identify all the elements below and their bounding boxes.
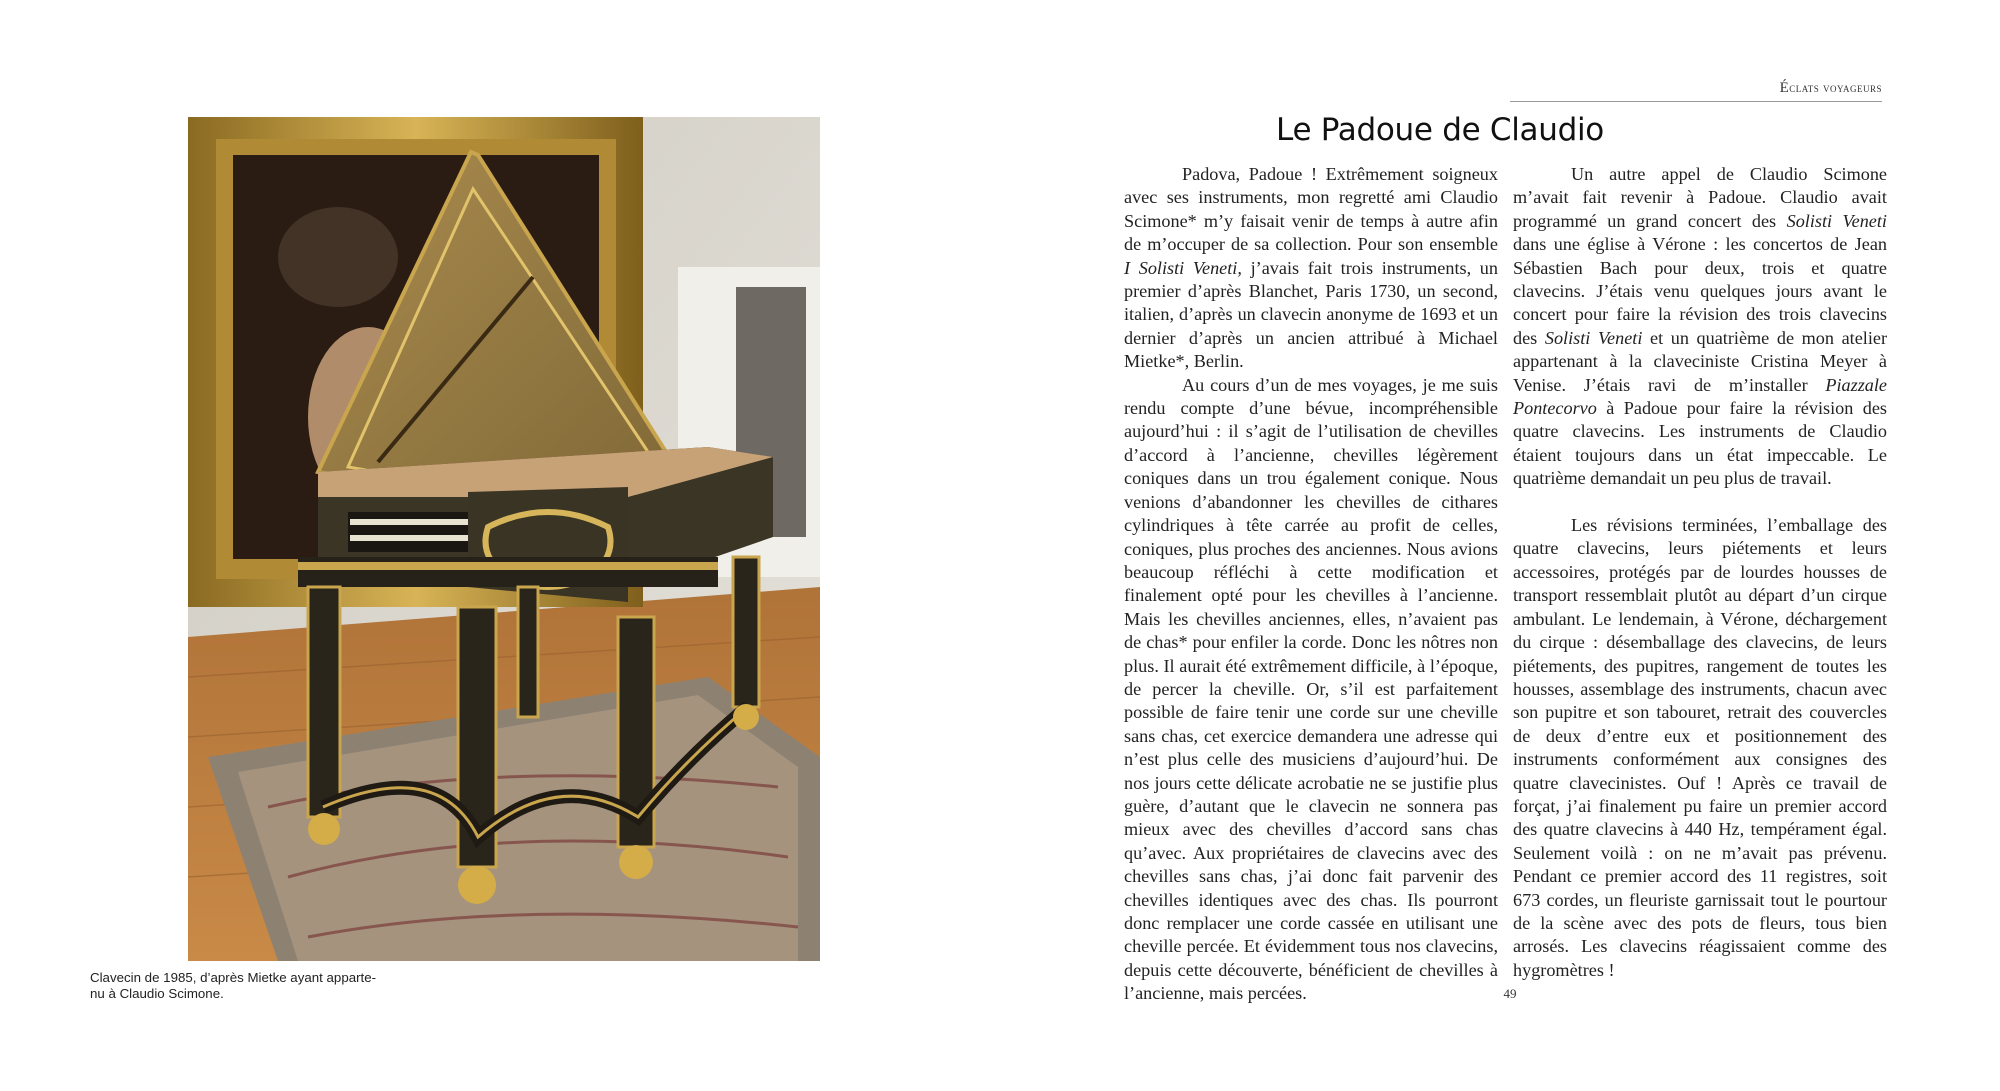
running-head [1510,80,1882,97]
text-span: et un quatrième de mon atelier appartenant à la claveciniste Cristina Meyer à Venise. J’étais ravi de m’installer [1513,327,1887,395]
running-head-rest: clats voyageurs [1789,80,1882,95]
text-span: dans une église à Vérone : les concertos de Jean Sébastien Bach pour deux, trois et quatre clavecins. J’étais venu quelques jours avant le concert pour faire la révision des trois clavecins des [1513,234,1887,348]
text-emphasis: I Solisti Veneti, [1124,257,1242,278]
text-span: à Padoue pour faire la révision des quatre clavecins. Les instruments de Claudio étaient toujours dans un état impeccable. Le quatrième demandait un peu plus de travail. [1513,398,1887,489]
text-span: Un autre appel de Claudio Scimone m’avait fait revenir à Padoue. Claudio avait programmé un grand concert des [1513,164,1887,231]
paragraph [1513,163,1887,491]
paragraph: Les révisions terminées, l’emballage des quatre clavecins, leurs piétements et leurs accessoires, protégés par de lourdes housses de transport ressemblait plutôt au départ d’un cirque ambulant. Le lendemain, à Vérone, déchargement du cirque : désemballage des clavecins, de leurs piétements, des pupitres, rangement de toutes les housses, assemblage des instruments, chacun avec son pupitre et son tabouret, retrait des couvercles de deux d’entre eux et positionnement des instruments conformément aux consignes des quatre clavecinistes. Ouf ! Après ce travail de forçat, j’ai finalement pu faire un premier accord des quatre clavecins à 440 Hz, tempérament égal. Seulement voilà : on ne m’avait pas prévenu. Pendant ce premier accord des 11 registres, soit 673 cordes, un fleuriste garnissait tout le pourtour de la scène avec des pots de fleurs, tous bien arrosés. Les clavecins réagissaient comme des hygromètres ! [1513,515,1887,980]
text-emphasis: Solisti Veneti [1786,210,1887,231]
text-column-right [1513,163,1887,982]
text-emphasis: Solisti Veneti [1544,327,1643,348]
text-column-left [1124,163,1498,1006]
running-head-initial: É [1779,80,1790,96]
page-number: 49 [1503,986,1517,1001]
text-span: Padova, Padoue ! Extrêmement soigneux avec ses instruments, mon regretté ami Claudio Scimone* m’y faisait venir de temps à autre afin de m’occuper de sa collection. Pour son ensemble [1124,164,1498,255]
harpsichord-photo [188,117,820,961]
text-span: j’avais fait trois instruments, un premier d’après Blanchet, Paris 1730, un second, italien, d’après un clavecin anonyme de 1693 et un dernier d’après un ancien attribué à Michael Mietke*, Berlin. [1124,257,1498,372]
photo-caption [90,970,450,1002]
paragraph [1124,163,1498,374]
header-rule [1510,101,1882,102]
paragraph-gap [1513,491,1887,514]
text-emphasis: Piazzale Pontecorvo [1513,374,1887,419]
page-title: Le Padoue de Claudio [1276,112,1604,148]
paragraph: Au cours d’un de mes voyages, je me suis rendu compte d’une bévue, incompréhensible aujourd’hui : il s’agit de l’utilisation de chevilles d’accord à l’ancienne, chevilles légèrement coniques dans un trou également conique. Nous venions d’abandonner les chevilles de cithares cylindriques à tête carrée au profit de celles, coniques, plus proches des anciennes. Nous avions beaucoup réfléchi à cette modification et finalement opté pour les chevilles à l’ancienne. Mais les chevilles anciennes, elles, n’avaient pas de chas* pour enfiler la corde. Donc les nôtres non plus. Il aurait été extrêmement difficile, à l’époque, de percer la cheville. Or, s’il est parfaitement possible de faire tenir une corde sur une cheville sans chas, cet exercice demandera une adresse qui n’est plus celle des musiciens d’aujourd’hui. De nos jours cette délicate acrobatie ne se justifie plus guère, d’autant que le clavecin ne sonnera pas mieux avec des chevilles d’accord sans chas qu’avec. Aux propriétaires de clavecins avec des chevilles sans chas, j’ai donc fait parvenir des chevilles identiques avec des chas. Ils pourront donc remplacer une corde cassée en utilisant une cheville percée. Et évidemment tous nos clavecins, depuis cette découverte, bénéficient de chevilles à l’ancienne, mais percées. [1124,374,1498,1004]
caption-line-2: nu à Claudio Scimone. [90,986,224,1001]
caption-line-1: Clavecin de 1985, d’après Mietke ayant apparte- [90,970,377,985]
